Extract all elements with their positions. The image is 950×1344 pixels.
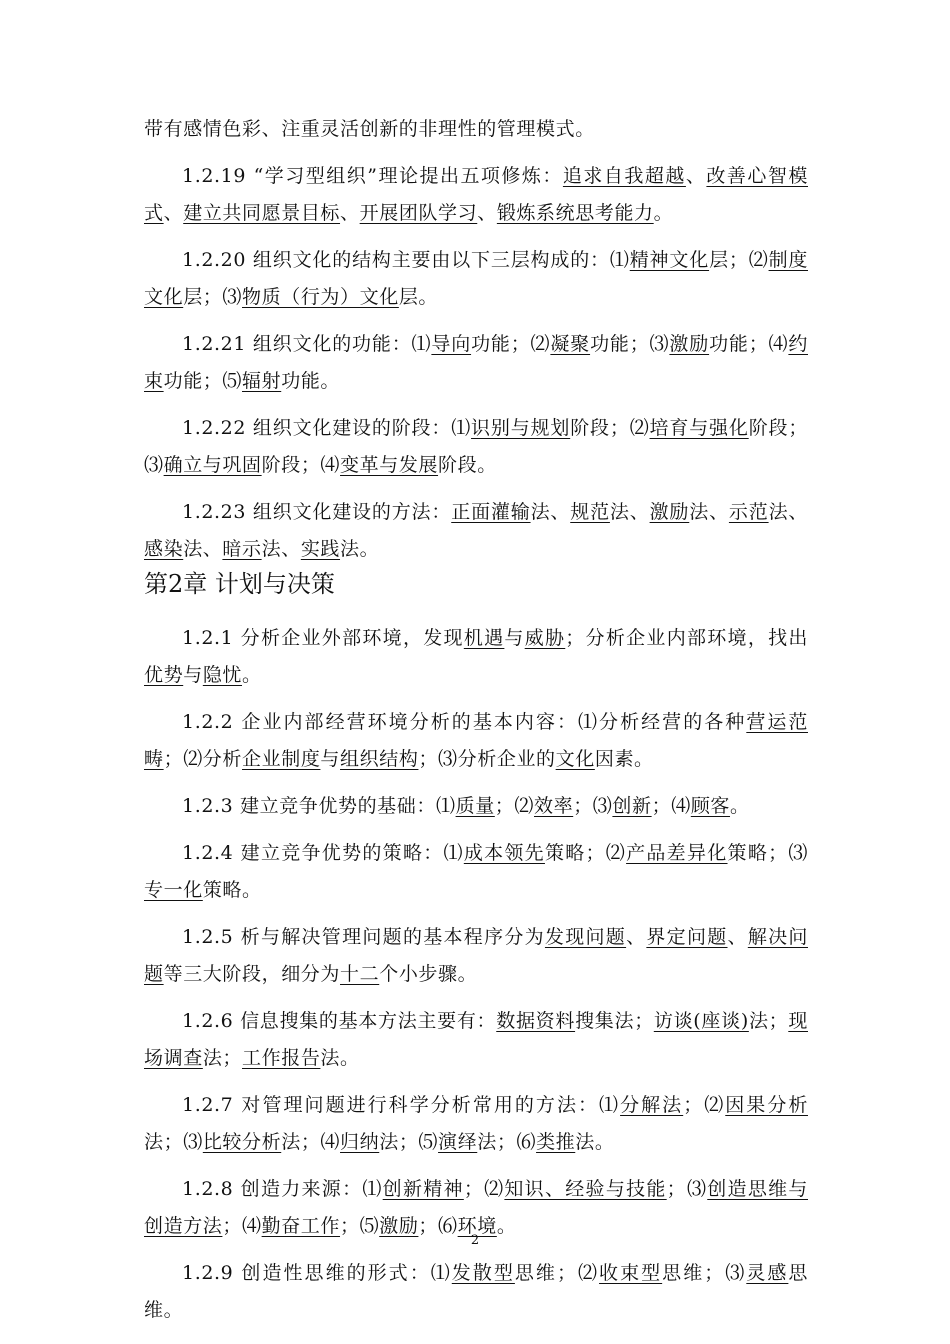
text-run: 阶段。 xyxy=(438,454,497,476)
underlined-term: 导向 xyxy=(431,333,472,355)
underlined-term: 培育与强化 xyxy=(649,417,749,439)
underlined-term: 锻炼系统思考能力 xyxy=(496,202,654,224)
underlined-term: 工作报告 xyxy=(242,1047,321,1069)
text-run: ；⑸ xyxy=(340,1215,380,1237)
text-run: ；⑵分析 xyxy=(163,748,243,770)
text-run: 、 xyxy=(727,926,748,948)
text-run: 法、 xyxy=(768,501,809,523)
underlined-term: 正面灌输 xyxy=(451,501,531,523)
underlined-term: 创造思维与创造方法 xyxy=(144,1178,808,1237)
underlined-term: 识别与规划 xyxy=(471,417,571,439)
text-run: ；⑷ xyxy=(651,795,691,817)
paragraph xyxy=(144,704,808,778)
underlined-term: 成本领先 xyxy=(463,842,545,864)
text-run: 策略；⑶ xyxy=(727,842,808,864)
paragraph xyxy=(144,1255,808,1329)
text-run: 功能；⑵ xyxy=(471,333,551,355)
underlined-term: 顾客 xyxy=(690,795,731,817)
text-run: 1.2.3 建立竞争优势的基础：⑴ xyxy=(182,795,456,817)
text-run: 法；⑸ xyxy=(379,1131,439,1153)
text-run: 1.2.5 析与解决管理问题的基本程序分为 xyxy=(182,926,545,948)
text-run: 等三大阶段，细分为 xyxy=(163,963,341,985)
underlined-term: 分解法 xyxy=(620,1094,684,1116)
underlined-term: 企业制度 xyxy=(242,748,321,770)
text-run: 层；⑵ xyxy=(709,249,769,271)
paragraph xyxy=(144,410,808,484)
text-run: ；⑵ xyxy=(683,1094,726,1116)
underlined-term: 建立共同愿景目标 xyxy=(183,202,341,224)
underlined-term: 物质（行为）文化 xyxy=(242,286,399,308)
text-run: ；分析企业内部环境，找出 xyxy=(565,627,809,649)
text-run: 功能；⑸ xyxy=(163,370,243,392)
text-run: 功能；⑷ xyxy=(709,333,789,355)
paragraph xyxy=(144,111,808,148)
underlined-term: 因果分析 xyxy=(725,1094,808,1116)
underlined-term: 创新精神 xyxy=(382,1178,464,1200)
text-run: 、 xyxy=(163,202,184,224)
text-run: 法；⑷ xyxy=(281,1131,341,1153)
underlined-term: 暗示 xyxy=(222,538,262,560)
underlined-term: 隐忧 xyxy=(202,664,243,686)
text-run: 1.2.8 创造力来源：⑴ xyxy=(182,1178,383,1200)
underlined-term: 激励 xyxy=(669,333,710,355)
text-run: 法、 xyxy=(689,501,729,523)
section-org-culture xyxy=(144,111,808,578)
text-run: 1.2.19 “学习型组织”理论提出五项修炼： xyxy=(182,165,563,187)
text-run: 阶段；⑶ xyxy=(144,417,808,476)
underlined-term: 环境 xyxy=(457,1215,497,1237)
underlined-term: 效率 xyxy=(534,795,574,817)
underlined-term: 文化 xyxy=(555,748,595,770)
text-run: 1.2.6 信息搜集的基本方法主要有： xyxy=(182,1010,497,1032)
text-run: 法。 xyxy=(320,1047,360,1069)
underlined-term: 感染 xyxy=(144,538,184,560)
text-run: 。 xyxy=(653,202,674,224)
text-run: 带有感情色彩、注重灵活创新的非理性的管理模式。 xyxy=(144,118,595,140)
underlined-term: 类推 xyxy=(536,1131,576,1153)
paragraph xyxy=(144,835,808,909)
text-run: ；⑶ xyxy=(666,1178,708,1200)
text-run: 、 xyxy=(626,926,647,948)
underlined-term: 灵感 xyxy=(746,1262,789,1284)
text-run: 1.2.21 组织文化的功能：⑴ xyxy=(182,333,432,355)
text-run: 与 xyxy=(504,627,525,649)
underlined-term: 勤奋工作 xyxy=(261,1215,341,1237)
text-run: 思维；⑵ xyxy=(514,1262,600,1284)
text-run: 因素。 xyxy=(594,748,654,770)
text-run: 法； xyxy=(202,1047,243,1069)
text-run: 法、 xyxy=(261,538,301,560)
text-run: 法。 xyxy=(575,1131,615,1153)
text-run: 。 xyxy=(496,1215,517,1237)
text-run: 法、 xyxy=(609,501,650,523)
text-run: 1.2.22 组织文化建设的阶段：⑴ xyxy=(182,417,472,439)
underlined-term: 精神文化 xyxy=(629,249,710,271)
underlined-term: 威胁 xyxy=(524,627,566,649)
underlined-term: 发散型 xyxy=(451,1262,515,1284)
underlined-term: 专一化 xyxy=(144,879,203,901)
underlined-term: 制度文化 xyxy=(144,249,808,308)
text-run: ；⑷ xyxy=(222,1215,262,1237)
text-run: ；⑹ xyxy=(418,1215,458,1237)
text-run: 功能。 xyxy=(281,370,341,392)
text-run: 1.2.4 建立竞争优势的策略：⑴ xyxy=(182,842,464,864)
page-number: 2 xyxy=(470,1233,480,1248)
text-run: 搜集法； xyxy=(575,1010,654,1032)
underlined-term: 优势 xyxy=(144,664,184,686)
underlined-term: 十二 xyxy=(340,963,380,985)
paragraph xyxy=(144,494,808,568)
underlined-term: 确立与巩固 xyxy=(163,454,262,476)
paragraph xyxy=(144,919,808,993)
underlined-term: 改善心智模式 xyxy=(144,165,808,224)
text-run: 1.2.2 企业内部经营环境分析的基本内容：⑴分析经营的各种 xyxy=(182,711,747,733)
text-run: 与 xyxy=(183,664,203,686)
paragraph xyxy=(144,788,808,825)
underlined-term: 开展团队学习 xyxy=(359,202,478,224)
underlined-term: 创新 xyxy=(612,795,652,817)
underlined-term: 收束型 xyxy=(599,1262,663,1284)
underlined-term: 营运范畴 xyxy=(144,711,808,770)
underlined-term: 激励 xyxy=(379,1215,419,1237)
text-run: 阶段；⑵ xyxy=(570,417,650,439)
text-run: 层；⑶ xyxy=(183,286,243,308)
paragraph xyxy=(144,1003,808,1077)
text-run: 法、 xyxy=(530,501,571,523)
underlined-term: 知识、经验与技能 xyxy=(504,1178,667,1200)
text-run: 1.2.9 创造性思维的形式：⑴ xyxy=(182,1262,452,1284)
paragraph xyxy=(144,326,808,400)
underlined-term: 辐射 xyxy=(242,370,282,392)
text-run: 策略。 xyxy=(202,879,262,901)
text-run: 阶段；⑷ xyxy=(261,454,341,476)
underlined-term: 规范 xyxy=(570,501,610,523)
underlined-term: 质量 xyxy=(455,795,495,817)
text-run: ；⑶ xyxy=(573,795,613,817)
text-run: 法； xyxy=(748,1010,789,1032)
paragraph xyxy=(144,242,808,316)
underlined-term: 界定问题 xyxy=(646,926,728,948)
underlined-term: 归纳 xyxy=(340,1131,380,1153)
underlined-term: 数据资料 xyxy=(496,1010,576,1032)
text-run: 、 xyxy=(685,165,707,187)
text-run: 。 xyxy=(730,795,750,817)
paragraph xyxy=(144,620,808,694)
underlined-term: 激励 xyxy=(649,501,690,523)
text-run: 法；⑶ xyxy=(144,1131,203,1153)
text-run: 思维。 xyxy=(144,1262,808,1321)
text-run: ；⑶分析企业的 xyxy=(418,748,556,770)
text-run: 。 xyxy=(242,664,262,686)
paragraph xyxy=(144,158,808,232)
underlined-term: 约束 xyxy=(144,333,808,392)
underlined-term: 示范 xyxy=(728,501,769,523)
text-run: 1.2.23 组织文化建设的方法： xyxy=(182,501,452,523)
text-run: 个小步骤。 xyxy=(379,963,478,985)
underlined-term: 解决问题 xyxy=(144,926,808,985)
underlined-term: 比较分析 xyxy=(202,1131,282,1153)
paragraph xyxy=(144,1087,808,1161)
underlined-term: 产品差异化 xyxy=(626,842,728,864)
text-run: 思维；⑶ xyxy=(662,1262,747,1284)
underlined-term: 现场调查 xyxy=(144,1010,808,1069)
underlined-term: 实践 xyxy=(300,538,341,560)
text-run: ；⑵ xyxy=(494,795,534,817)
text-run: 功能；⑶ xyxy=(590,333,670,355)
underlined-term: 组织结构 xyxy=(340,748,419,770)
text-run: 、 xyxy=(477,202,497,224)
text-run: 1.2.7 对管理问题进行科学分析常用的方法：⑴ xyxy=(182,1094,621,1116)
section-planning-decision xyxy=(144,620,808,1339)
text-run: 策略；⑵ xyxy=(544,842,627,864)
underlined-term: 发现问题 xyxy=(544,926,627,948)
underlined-term: 变革与发展 xyxy=(340,454,439,476)
text-run: 法。 xyxy=(340,538,380,560)
underlined-term: 机遇 xyxy=(463,627,505,649)
text-run: 法；⑹ xyxy=(477,1131,537,1153)
text-run: ；⑵ xyxy=(463,1178,505,1200)
underlined-term: 访谈(座谈) xyxy=(653,1010,749,1032)
text-run: 、 xyxy=(340,202,360,224)
chapter-title: 第2章 计划与决策 xyxy=(144,570,335,598)
underlined-term: 凝聚 xyxy=(550,333,591,355)
text-run: 1.2.1 分析企业外部环境，发现 xyxy=(182,627,464,649)
text-run: 1.2.20 组织文化的结构主要由以下三层构成的：⑴ xyxy=(182,249,630,271)
text-run: 与 xyxy=(320,748,341,770)
text-run: 法、 xyxy=(183,538,223,560)
underlined-term: 演绎 xyxy=(438,1131,478,1153)
text-run: 层。 xyxy=(398,286,439,308)
underlined-term: 追求自我超越 xyxy=(562,165,686,187)
